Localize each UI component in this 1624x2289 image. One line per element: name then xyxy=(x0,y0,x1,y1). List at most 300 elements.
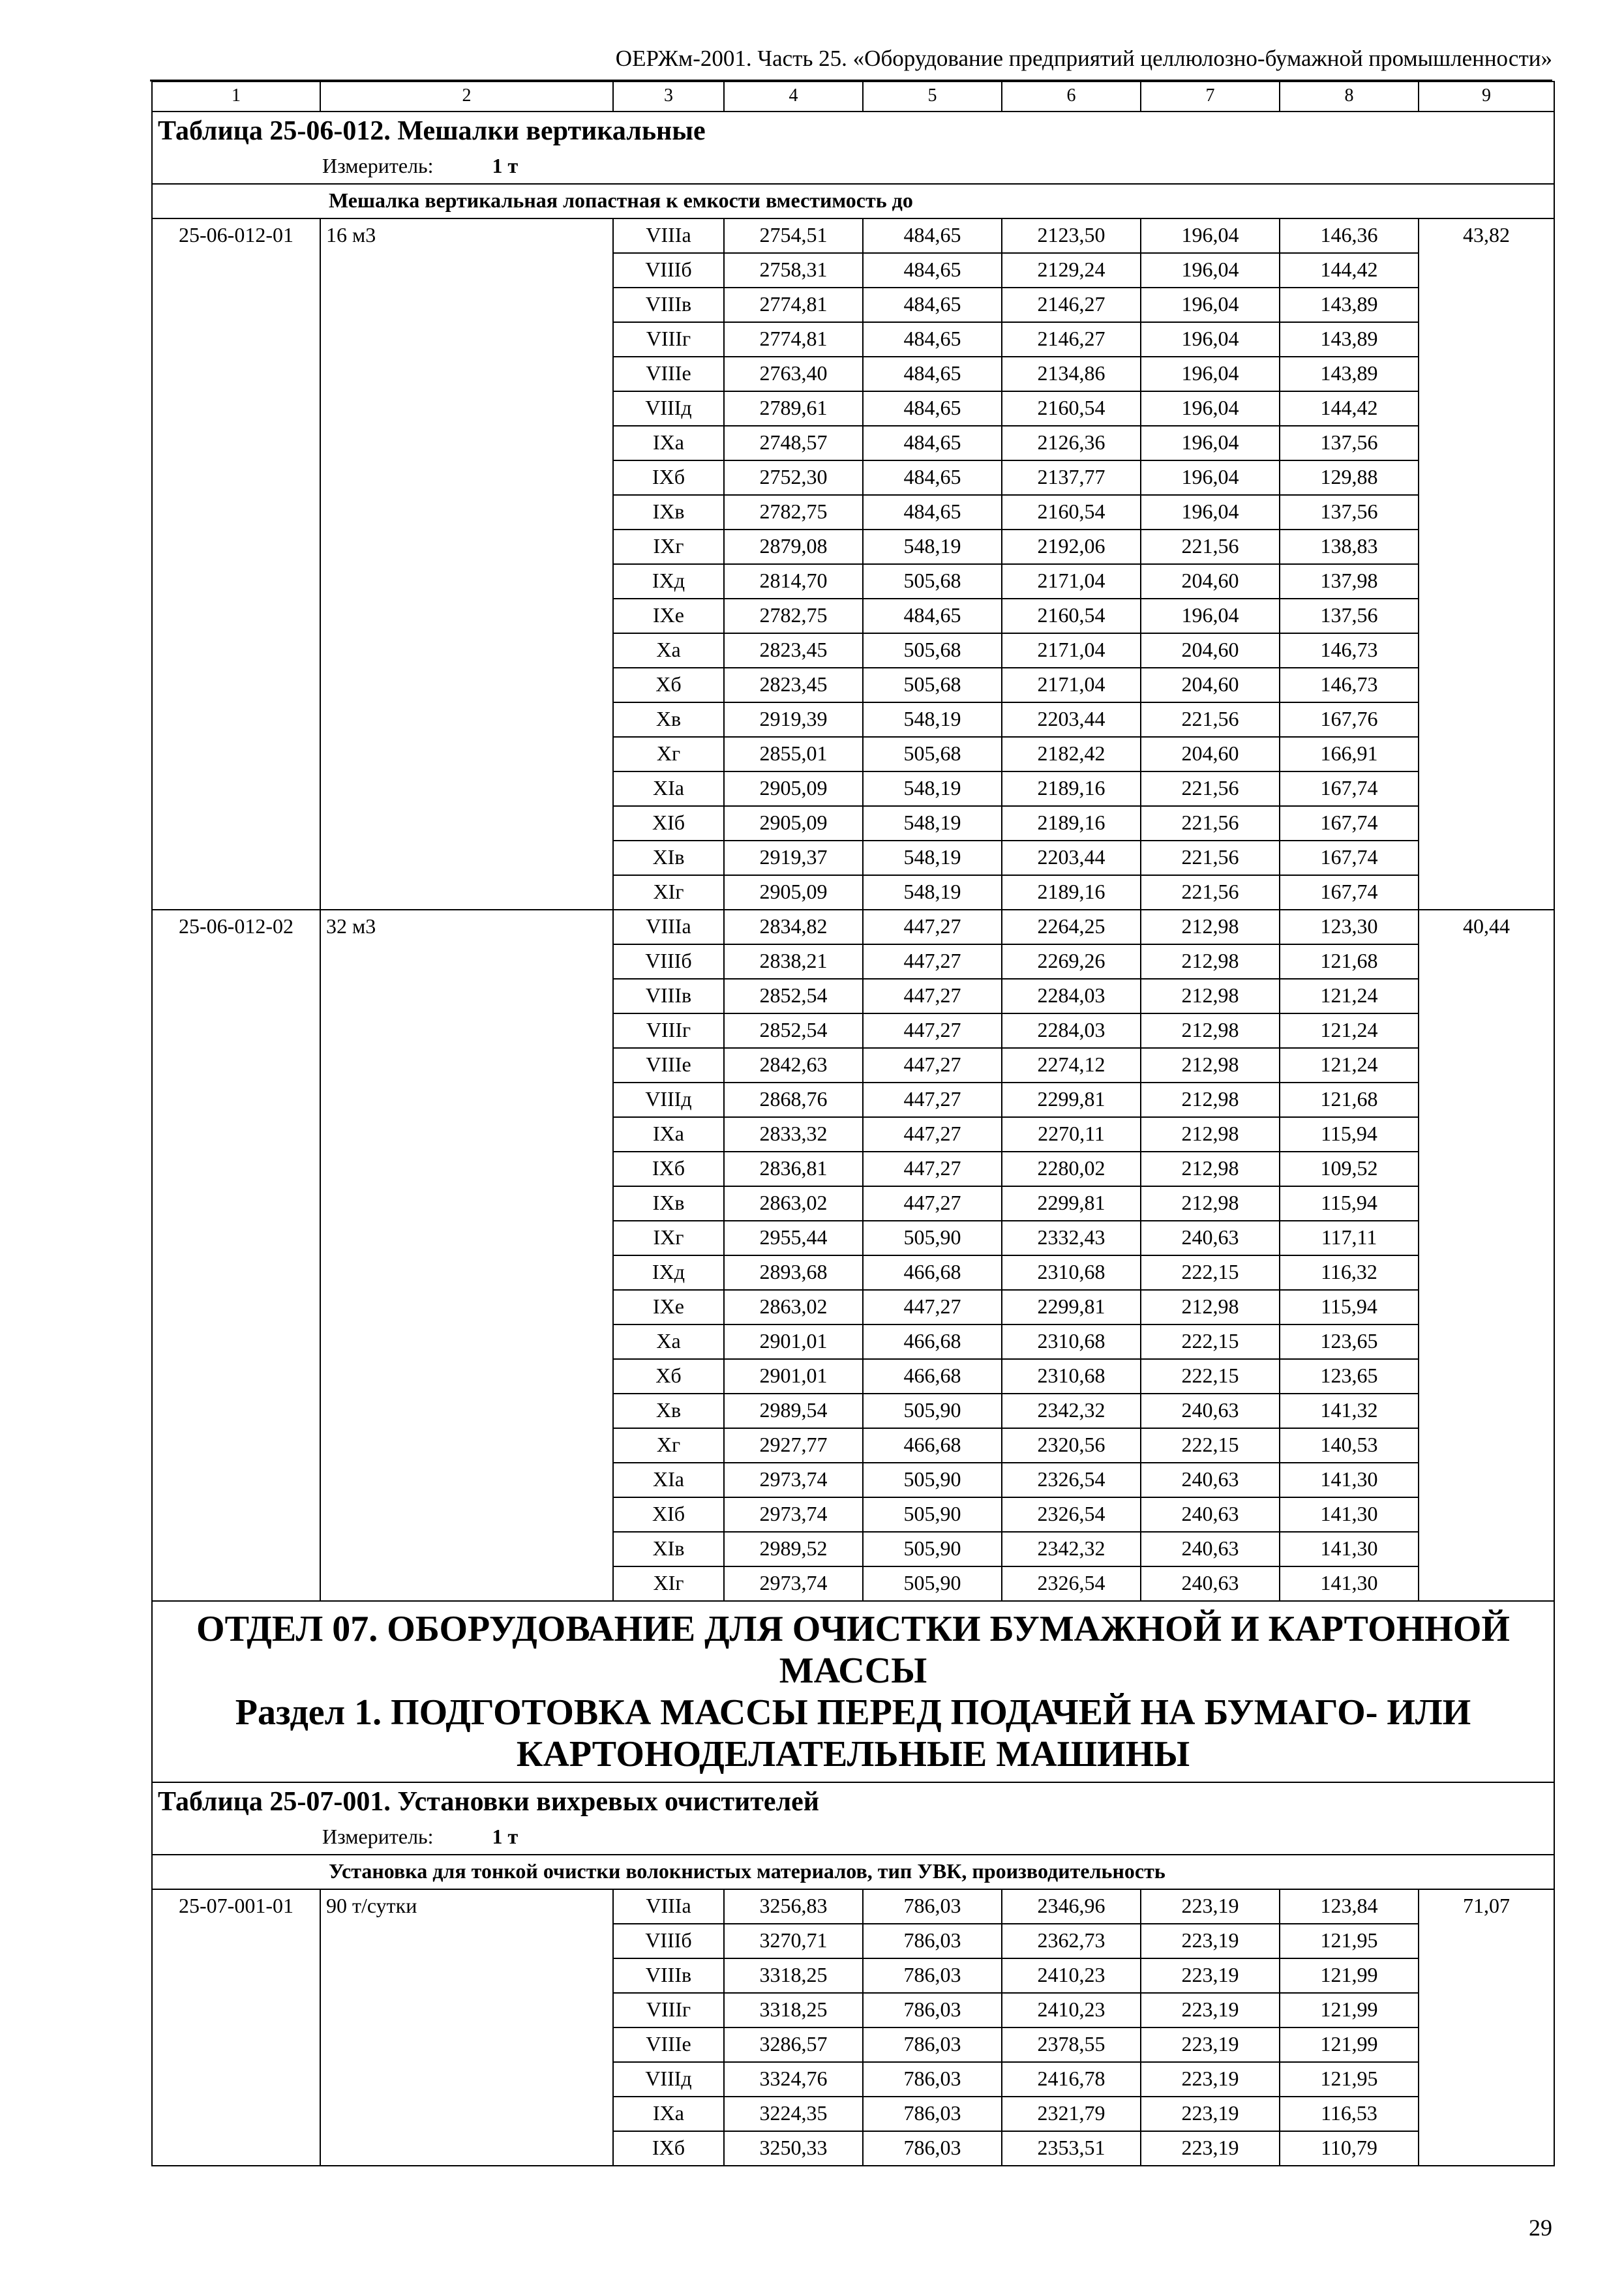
value-cell: 212,98 xyxy=(1141,1117,1280,1152)
value-cell: 2270,11 xyxy=(1002,1117,1141,1152)
value-cell: 121,24 xyxy=(1280,1048,1419,1083)
zone-cell: Xг xyxy=(613,737,724,771)
value-cell: 484,65 xyxy=(863,460,1002,495)
zone-cell: IXв xyxy=(613,1186,724,1221)
value-cell: 196,04 xyxy=(1141,357,1280,391)
value-cell: 2280,02 xyxy=(1002,1152,1141,1186)
zone-cell: VIIIв xyxy=(613,288,724,322)
value-cell: 2310,68 xyxy=(1002,1324,1141,1359)
zone-cell: Xв xyxy=(613,702,724,737)
value-cell: 137,98 xyxy=(1280,564,1419,599)
value-cell: 212,98 xyxy=(1141,1083,1280,1117)
column-number: 9 xyxy=(1419,82,1554,112)
value-cell: 2833,32 xyxy=(724,1117,863,1152)
value-cell: 167,76 xyxy=(1280,702,1419,737)
value-cell: 222,15 xyxy=(1141,1255,1280,1290)
value-cell: 484,65 xyxy=(863,288,1002,322)
item-col9: 71,07 xyxy=(1419,1889,1554,2166)
zone-cell: IXа xyxy=(613,2097,724,2131)
item-name: 90 т/сутки xyxy=(320,1889,613,2166)
subheading: Установка для тонкой очистки волокнистых материалов, тип УВК, производительность xyxy=(152,1855,1554,1889)
value-cell: 2763,40 xyxy=(724,357,863,391)
value-cell: 2868,76 xyxy=(724,1083,863,1117)
value-cell: 221,56 xyxy=(1141,771,1280,806)
value-cell: 548,19 xyxy=(863,806,1002,841)
value-cell: 2362,73 xyxy=(1002,1924,1141,1958)
value-cell: 167,74 xyxy=(1280,841,1419,875)
value-cell: 240,63 xyxy=(1141,1532,1280,1566)
value-cell: 212,98 xyxy=(1141,944,1280,979)
value-cell: 143,89 xyxy=(1280,322,1419,357)
value-cell: 2171,04 xyxy=(1002,564,1141,599)
part-title: Раздел 1. ПОДГОТОВКА МАССЫ ПЕРЕД ПОДАЧЕЙ НА БУМАГО- ИЛИ КАРТОНОДЕЛАТЕЛЬНЫЕ МАШИНЫ xyxy=(235,1692,1471,1774)
value-cell: 548,19 xyxy=(863,530,1002,564)
value-cell: 109,52 xyxy=(1280,1152,1419,1186)
value-cell: 2123,50 xyxy=(1002,218,1141,253)
item-code: 25-07-001-01 xyxy=(152,1889,320,2166)
zone-cell: XIв xyxy=(613,841,724,875)
value-cell: 2264,25 xyxy=(1002,910,1141,944)
value-cell: 548,19 xyxy=(863,841,1002,875)
value-cell: 196,04 xyxy=(1141,495,1280,530)
value-cell: 146,36 xyxy=(1280,218,1419,253)
value-cell: 3256,83 xyxy=(724,1889,863,1924)
value-cell: 786,03 xyxy=(863,1993,1002,2027)
value-cell: 121,95 xyxy=(1280,1924,1419,1958)
value-cell: 466,68 xyxy=(863,1255,1002,1290)
value-cell: 143,89 xyxy=(1280,357,1419,391)
value-cell: 121,99 xyxy=(1280,1958,1419,1993)
value-cell: 447,27 xyxy=(863,1048,1002,1083)
value-cell: 223,19 xyxy=(1141,2131,1280,2166)
value-cell: 505,90 xyxy=(863,1497,1002,1532)
column-number: 3 xyxy=(613,82,724,112)
zone-cell: VIIIд xyxy=(613,391,724,426)
value-cell: 138,83 xyxy=(1280,530,1419,564)
value-cell: 2901,01 xyxy=(724,1359,863,1394)
value-cell: 447,27 xyxy=(863,1117,1002,1152)
value-cell: 2748,57 xyxy=(724,426,863,460)
value-cell: 505,68 xyxy=(863,564,1002,599)
value-cell: 484,65 xyxy=(863,391,1002,426)
zone-cell: XIб xyxy=(613,1497,724,1532)
zone-cell: Xв xyxy=(613,1394,724,1428)
value-cell: 221,56 xyxy=(1141,806,1280,841)
value-cell: 786,03 xyxy=(863,2027,1002,2062)
value-cell: 2171,04 xyxy=(1002,633,1141,668)
value-cell: 2416,78 xyxy=(1002,2062,1141,2097)
value-cell: 484,65 xyxy=(863,253,1002,288)
zone-cell: VIIIб xyxy=(613,253,724,288)
value-cell: 144,42 xyxy=(1280,391,1419,426)
value-cell: 447,27 xyxy=(863,1013,1002,1048)
value-cell: 2160,54 xyxy=(1002,495,1141,530)
value-cell: 2852,54 xyxy=(724,979,863,1013)
zone-cell: XIа xyxy=(613,1463,724,1497)
value-cell: 2973,74 xyxy=(724,1497,863,1532)
value-cell: 505,68 xyxy=(863,668,1002,702)
value-cell: 2189,16 xyxy=(1002,771,1141,806)
value-cell: 196,04 xyxy=(1141,288,1280,322)
value-cell: 2171,04 xyxy=(1002,668,1141,702)
value-cell: 3318,25 xyxy=(724,1993,863,2027)
value-cell: 204,60 xyxy=(1141,564,1280,599)
value-cell: 2134,86 xyxy=(1002,357,1141,391)
zone-cell: IXб xyxy=(613,2131,724,2166)
value-cell: 212,98 xyxy=(1141,1048,1280,1083)
value-cell: 2752,30 xyxy=(724,460,863,495)
value-cell: 2378,55 xyxy=(1002,2027,1141,2062)
value-cell: 2146,27 xyxy=(1002,288,1141,322)
zone-cell: XIг xyxy=(613,1566,724,1601)
value-cell: 196,04 xyxy=(1141,218,1280,253)
zone-cell: IXв xyxy=(613,495,724,530)
zone-cell: VIIIд xyxy=(613,2062,724,2097)
value-cell: 140,53 xyxy=(1280,1428,1419,1463)
value-cell: 2973,74 xyxy=(724,1463,863,1497)
value-cell: 223,19 xyxy=(1141,2097,1280,2131)
zone-cell: VIIIд xyxy=(613,1083,724,1117)
value-cell: 2893,68 xyxy=(724,1255,863,1290)
value-cell: 141,30 xyxy=(1280,1463,1419,1497)
value-cell: 2823,45 xyxy=(724,668,863,702)
value-cell: 123,65 xyxy=(1280,1324,1419,1359)
value-cell: 484,65 xyxy=(863,218,1002,253)
value-cell: 117,11 xyxy=(1280,1221,1419,1255)
value-cell: 2919,37 xyxy=(724,841,863,875)
value-cell: 2189,16 xyxy=(1002,806,1141,841)
value-cell: 2160,54 xyxy=(1002,599,1141,633)
item-code: 25-06-012-02 xyxy=(152,910,320,1601)
value-cell: 2901,01 xyxy=(724,1324,863,1359)
value-cell: 143,89 xyxy=(1280,288,1419,322)
value-cell: 3250,33 xyxy=(724,2131,863,2166)
value-cell: 2919,39 xyxy=(724,702,863,737)
value-cell: 204,60 xyxy=(1141,633,1280,668)
value-cell: 2129,24 xyxy=(1002,253,1141,288)
value-cell: 116,53 xyxy=(1280,2097,1419,2131)
value-cell: 2973,74 xyxy=(724,1566,863,1601)
value-cell: 2192,06 xyxy=(1002,530,1141,564)
value-cell: 2326,54 xyxy=(1002,1566,1141,1601)
value-cell: 2836,81 xyxy=(724,1152,863,1186)
meter-row xyxy=(152,1821,1554,1855)
value-cell: 2353,51 xyxy=(1002,2131,1141,2166)
section-heading-row xyxy=(152,1601,1554,1782)
value-cell: 466,68 xyxy=(863,1324,1002,1359)
value-cell: 212,98 xyxy=(1141,910,1280,944)
value-cell: 505,90 xyxy=(863,1394,1002,1428)
value-cell: 121,99 xyxy=(1280,2027,1419,2062)
value-cell: 3318,25 xyxy=(724,1958,863,1993)
zone-cell: VIIIв xyxy=(613,979,724,1013)
value-cell: 447,27 xyxy=(863,1152,1002,1186)
meter-row xyxy=(152,150,1554,184)
table-title: Таблица 25-06-012. Мешалки вертикальные xyxy=(152,112,1554,150)
value-cell: 505,68 xyxy=(863,633,1002,668)
zone-cell: VIIIг xyxy=(613,1993,724,2027)
value-cell: 548,19 xyxy=(863,771,1002,806)
value-cell: 146,73 xyxy=(1280,668,1419,702)
value-cell: 221,56 xyxy=(1141,702,1280,737)
meter xyxy=(152,1821,1554,1855)
subheading: Мешалка вертикальная лопастная к емкости вместимость до xyxy=(152,184,1554,218)
value-cell: 484,65 xyxy=(863,322,1002,357)
value-cell: 2927,77 xyxy=(724,1428,863,1463)
value-cell: 2332,43 xyxy=(1002,1221,1141,1255)
column-number: 8 xyxy=(1280,82,1419,112)
zone-cell: VIIIе xyxy=(613,2027,724,2062)
value-cell: 447,27 xyxy=(863,1186,1002,1221)
value-cell: 2758,31 xyxy=(724,253,863,288)
zone-cell: Xа xyxy=(613,633,724,668)
value-cell: 121,24 xyxy=(1280,979,1419,1013)
value-cell: 116,32 xyxy=(1280,1255,1419,1290)
value-cell: 2326,54 xyxy=(1002,1463,1141,1497)
value-cell: 212,98 xyxy=(1141,1013,1280,1048)
value-cell: 123,84 xyxy=(1280,1889,1419,1924)
value-cell: 223,19 xyxy=(1141,1958,1280,1993)
zone-cell: VIIIв xyxy=(613,1958,724,1993)
value-cell: 2863,02 xyxy=(724,1290,863,1324)
value-cell: 2823,45 xyxy=(724,633,863,668)
value-cell: 3224,35 xyxy=(724,2097,863,2131)
column-number: 5 xyxy=(863,82,1002,112)
value-cell: 2905,09 xyxy=(724,771,863,806)
value-cell: 505,90 xyxy=(863,1463,1002,1497)
value-cell: 212,98 xyxy=(1141,1152,1280,1186)
value-cell: 223,19 xyxy=(1141,2062,1280,2097)
value-cell: 548,19 xyxy=(863,875,1002,910)
zone-cell: XIа xyxy=(613,771,724,806)
value-cell: 786,03 xyxy=(863,2062,1002,2097)
value-cell: 2774,81 xyxy=(724,288,863,322)
zone-cell: VIIIа xyxy=(613,1889,724,1924)
zone-cell: VIIIб xyxy=(613,944,724,979)
value-cell: 223,19 xyxy=(1141,2027,1280,2062)
value-cell: 204,60 xyxy=(1141,668,1280,702)
value-cell: 223,19 xyxy=(1141,1889,1280,1924)
value-cell: 2852,54 xyxy=(724,1013,863,1048)
table-row xyxy=(152,910,1554,944)
value-cell: 2299,81 xyxy=(1002,1290,1141,1324)
value-cell: 137,56 xyxy=(1280,495,1419,530)
value-cell: 196,04 xyxy=(1141,599,1280,633)
value-cell: 240,63 xyxy=(1141,1221,1280,1255)
value-cell: 167,74 xyxy=(1280,806,1419,841)
table-row xyxy=(152,218,1554,253)
zone-cell: IXг xyxy=(613,530,724,564)
value-cell: 110,79 xyxy=(1280,2131,1419,2166)
item-name: 16 м3 xyxy=(320,218,613,910)
value-cell: 2274,12 xyxy=(1002,1048,1141,1083)
value-cell: 196,04 xyxy=(1141,460,1280,495)
value-cell: 786,03 xyxy=(863,1889,1002,1924)
zone-cell: IXб xyxy=(613,460,724,495)
value-cell: 2310,68 xyxy=(1002,1255,1141,1290)
value-cell: 115,94 xyxy=(1280,1117,1419,1152)
subheading-row xyxy=(152,1855,1554,1889)
value-cell: 240,63 xyxy=(1141,1566,1280,1601)
zone-cell: Xа xyxy=(613,1324,724,1359)
value-cell: 447,27 xyxy=(863,910,1002,944)
value-cell: 2126,36 xyxy=(1002,426,1141,460)
zone-cell: Xб xyxy=(613,1359,724,1394)
column-number: 7 xyxy=(1141,82,1280,112)
value-cell: 466,68 xyxy=(863,1359,1002,1394)
value-cell: 3286,57 xyxy=(724,2027,863,2062)
value-cell: 2299,81 xyxy=(1002,1186,1141,1221)
value-cell: 129,88 xyxy=(1280,460,1419,495)
value-cell: 141,32 xyxy=(1280,1394,1419,1428)
value-cell: 221,56 xyxy=(1141,530,1280,564)
value-cell: 447,27 xyxy=(863,944,1002,979)
value-cell: 121,95 xyxy=(1280,2062,1419,2097)
value-cell: 3324,76 xyxy=(724,2062,863,2097)
zone-cell: VIIIе xyxy=(613,1048,724,1083)
value-cell: 505,90 xyxy=(863,1566,1002,1601)
value-cell: 121,99 xyxy=(1280,1993,1419,2027)
value-cell: 221,56 xyxy=(1141,841,1280,875)
table-title-row xyxy=(152,112,1554,150)
value-cell: 447,27 xyxy=(863,1290,1002,1324)
zone-cell: XIв xyxy=(613,1532,724,1566)
value-cell: 2955,44 xyxy=(724,1221,863,1255)
column-number: 4 xyxy=(724,82,863,112)
value-cell: 2284,03 xyxy=(1002,1013,1141,1048)
value-cell: 505,68 xyxy=(863,737,1002,771)
value-cell: 196,04 xyxy=(1141,426,1280,460)
zone-cell: IXб xyxy=(613,1152,724,1186)
value-cell: 484,65 xyxy=(863,426,1002,460)
value-cell: 2182,42 xyxy=(1002,737,1141,771)
value-cell: 141,30 xyxy=(1280,1566,1419,1601)
value-cell: 196,04 xyxy=(1141,391,1280,426)
zone-cell: Xг xyxy=(613,1428,724,1463)
zone-cell: VIIIе xyxy=(613,357,724,391)
value-cell: 2346,96 xyxy=(1002,1889,1141,1924)
value-cell: 3270,71 xyxy=(724,1924,863,1958)
value-cell: 2203,44 xyxy=(1002,702,1141,737)
item-col9: 43,82 xyxy=(1419,218,1554,910)
value-cell: 212,98 xyxy=(1141,979,1280,1013)
value-cell: 2774,81 xyxy=(724,322,863,357)
item-col9: 40,44 xyxy=(1419,910,1554,1601)
value-cell: 2320,56 xyxy=(1002,1428,1141,1463)
item-code: 25-06-012-01 xyxy=(152,218,320,910)
value-cell: 121,68 xyxy=(1280,944,1419,979)
value-cell: 2842,63 xyxy=(724,1048,863,1083)
department-title: ОТДЕЛ 07. ОБОРУДОВАНИЕ ДЛЯ ОЧИСТКИ БУМАЖНОЙ И КАРТОННОЙ МАССЫ xyxy=(196,1609,1510,1691)
zone-cell: VIIIг xyxy=(613,322,724,357)
value-cell: 222,15 xyxy=(1141,1324,1280,1359)
value-cell: 123,65 xyxy=(1280,1359,1419,1394)
value-cell: 196,04 xyxy=(1141,322,1280,357)
value-cell: 2905,09 xyxy=(724,806,863,841)
value-cell: 123,30 xyxy=(1280,910,1419,944)
value-cell: 240,63 xyxy=(1141,1463,1280,1497)
value-cell: 212,98 xyxy=(1141,1186,1280,1221)
value-cell: 137,56 xyxy=(1280,426,1419,460)
value-cell: 167,74 xyxy=(1280,875,1419,910)
value-cell: 466,68 xyxy=(863,1428,1002,1463)
item-name: 32 м3 xyxy=(320,910,613,1601)
value-cell: 2905,09 xyxy=(724,875,863,910)
rates-table xyxy=(151,81,1555,2166)
value-cell: 2299,81 xyxy=(1002,1083,1141,1117)
value-cell: 2754,51 xyxy=(724,218,863,253)
value-cell: 2269,26 xyxy=(1002,944,1141,979)
value-cell: 2342,32 xyxy=(1002,1394,1141,1428)
column-number: 1 xyxy=(152,82,320,112)
value-cell: 222,15 xyxy=(1141,1428,1280,1463)
zone-cell: IXа xyxy=(613,426,724,460)
value-cell: 447,27 xyxy=(863,979,1002,1013)
value-cell: 2410,23 xyxy=(1002,1958,1141,1993)
value-cell: 2989,54 xyxy=(724,1394,863,1428)
zone-cell: IXе xyxy=(613,1290,724,1324)
value-cell: 2855,01 xyxy=(724,737,863,771)
value-cell: 2863,02 xyxy=(724,1186,863,1221)
value-cell: 2989,52 xyxy=(724,1532,863,1566)
value-cell: 115,94 xyxy=(1280,1186,1419,1221)
value-cell: 2879,08 xyxy=(724,530,863,564)
section-heading xyxy=(152,1601,1554,1782)
value-cell: 2146,27 xyxy=(1002,322,1141,357)
value-cell: 786,03 xyxy=(863,2131,1002,2166)
value-cell: 137,56 xyxy=(1280,599,1419,633)
value-cell: 240,63 xyxy=(1141,1394,1280,1428)
value-cell: 786,03 xyxy=(863,1924,1002,1958)
value-cell: 212,98 xyxy=(1141,1290,1280,1324)
meter xyxy=(152,150,1554,184)
value-cell: 115,94 xyxy=(1280,1290,1419,1324)
column-number: 2 xyxy=(320,82,613,112)
zone-cell: XIб xyxy=(613,806,724,841)
value-cell: 222,15 xyxy=(1141,1359,1280,1394)
value-cell: 2137,77 xyxy=(1002,460,1141,495)
value-cell: 2814,70 xyxy=(724,564,863,599)
value-cell: 223,19 xyxy=(1141,1924,1280,1958)
value-cell: 240,63 xyxy=(1141,1497,1280,1532)
meter-label: Измеритель: xyxy=(322,154,434,177)
value-cell: 548,19 xyxy=(863,702,1002,737)
value-cell: 2326,54 xyxy=(1002,1497,1141,1532)
value-cell: 2834,82 xyxy=(724,910,863,944)
running-header: ОЕРЖм-2001. Часть 25. «Оборудование предприятий целлюлозно-бумажной промышленности» xyxy=(150,38,1552,82)
value-cell: 2410,23 xyxy=(1002,1993,1141,2027)
meter-value: 1 т xyxy=(492,154,519,177)
value-cell: 447,27 xyxy=(863,1083,1002,1117)
value-cell: 505,90 xyxy=(863,1221,1002,1255)
column-number-row xyxy=(152,82,1554,112)
zone-cell: VIIIб xyxy=(613,1924,724,1958)
value-cell: 484,65 xyxy=(863,495,1002,530)
meter-value: 1 т xyxy=(492,1825,519,1848)
value-cell: 196,04 xyxy=(1141,253,1280,288)
page-number: 29 xyxy=(1529,2215,1552,2241)
value-cell: 484,65 xyxy=(863,599,1002,633)
value-cell: 505,90 xyxy=(863,1532,1002,1566)
value-cell: 121,24 xyxy=(1280,1013,1419,1048)
value-cell: 2321,79 xyxy=(1002,2097,1141,2131)
value-cell: 2189,16 xyxy=(1002,875,1141,910)
value-cell: 2782,75 xyxy=(724,599,863,633)
value-cell: 2203,44 xyxy=(1002,841,1141,875)
zone-cell: IXе xyxy=(613,599,724,633)
value-cell: 141,30 xyxy=(1280,1532,1419,1566)
value-cell: 484,65 xyxy=(863,357,1002,391)
